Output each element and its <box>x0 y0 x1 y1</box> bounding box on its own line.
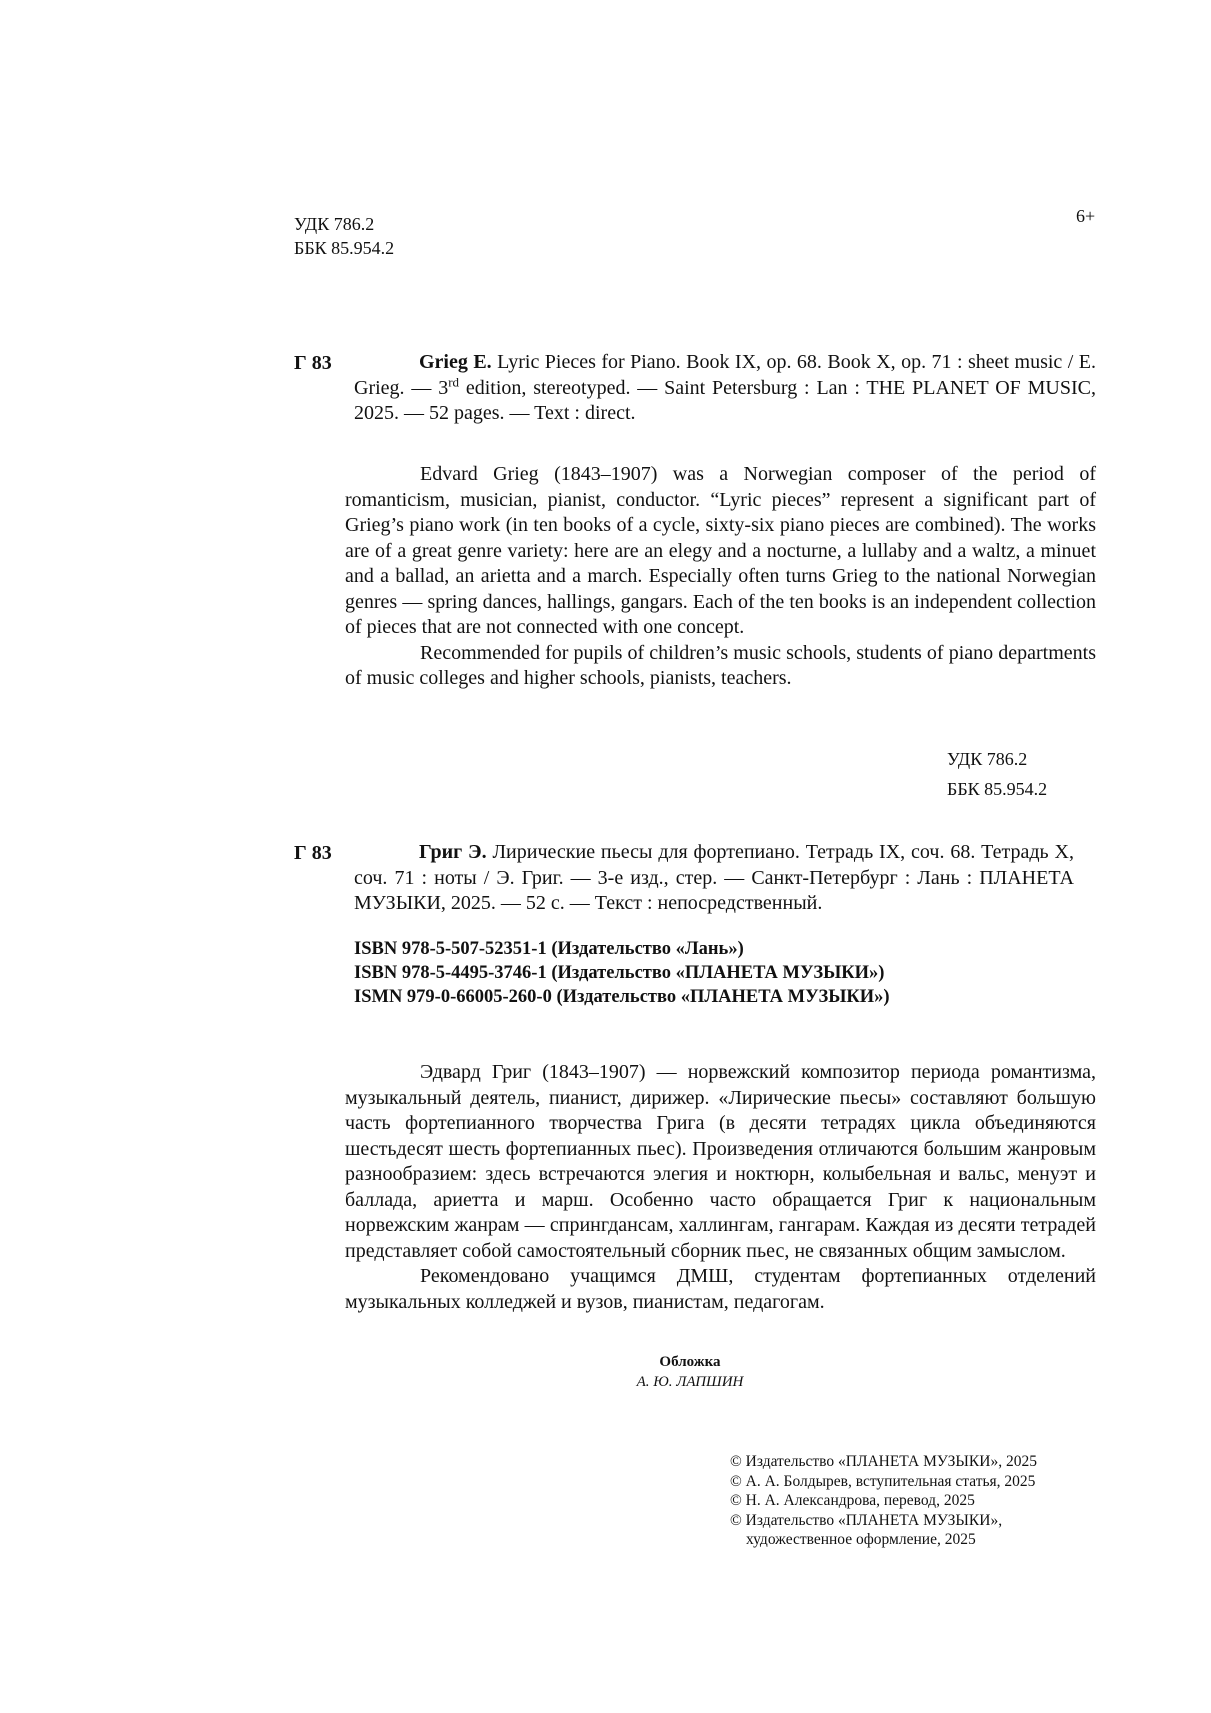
isbn-planeta: ISBN 978-5-4495-3746-1 (Издательство «ПЛАНЕТА МУЗЫКИ») <box>354 963 885 983</box>
author-mark-ru: Г 83 <box>294 842 332 864</box>
bbk-code: ББК 85.954.2 <box>294 238 395 258</box>
entry-text-ru: Лирические пьесы для фортепиано. Тетрадь IX, соч. 68. Тетрадь X, соч. 71 : ноты / Э. Григ. — 3-е изд., стер. — Санкт-Петербург : Лань : ПЛАНЕТА МУЗЫКИ, 2025. — 52 с. — Текст : непосредственный. <box>354 841 1074 914</box>
cover-designer: А. Ю. ЛАПШИН <box>636 1374 744 1390</box>
udk-code-mid: УДК 786.2 <box>947 749 1028 769</box>
entry-superscript-en: rd <box>448 373 460 389</box>
annotation-en <box>345 462 1096 692</box>
annotation-en-paragraph-2: Recommended for pupils of children’s music schools, students of piano departments of music colleges and higher schools, pianists, teachers. <box>345 641 1096 689</box>
entry-author-en: Grieg E. <box>419 351 492 373</box>
bibliographic-entry-ru <box>354 840 1074 917</box>
copyright-line: художественное оформление, 2025 <box>746 1531 976 1548</box>
annotation-en-paragraph-1: Edvard Grieg (1843–1907) was a Norwegian composer of the period of romanticism, musician, pianist, conductor. “Lyric pieces” represent a significant part of Grieg’s piano work (in ten books of a cycle, sixty-six piano pieces are combined). The works are of a great genre variety: here are an elegy and a nocturne, a lullaby and a waltz, a minuet and a ballad, an arietta and a march. Especially often turns Grieg to the national Norwegian genres — spring dances, hallings, gangars. Each of the ten books is an independent collection of pieces that are not connected with one concept. <box>345 463 1096 638</box>
entry-author-ru: Григ Э. <box>419 841 487 863</box>
isbn-lan: ISBN 978-5-507-52351-1 (Издательство «Лань») <box>354 939 744 959</box>
age-rating: 6+ <box>1076 206 1096 226</box>
entry-text-en-rest: edition, stereotyped. — Saint Petersburg : Lan : THE PLANET OF MUSIC, 2025. — 52 pages. — Text : direct. <box>354 376 1096 424</box>
copyright-block <box>730 1452 1037 1550</box>
annotation-ru <box>345 1060 1096 1315</box>
ismn-planeta: ISMN 979-0-66005-260-0 (Издательство «ПЛАНЕТА МУЗЫКИ») <box>354 987 890 1007</box>
copyright-line: © Издательство «ПЛАНЕТА МУЗЫКИ», <box>730 1511 1003 1529</box>
cover-credit <box>560 1352 820 1392</box>
copyright-line: © Н. А. Александрова, перевод, 2025 <box>730 1492 975 1509</box>
isbn-block <box>354 937 890 1009</box>
classification-header <box>294 212 394 260</box>
author-mark-en: Г 83 <box>294 352 332 374</box>
classification-mid <box>947 744 1047 804</box>
bbk-code-mid: ББК 85.954.2 <box>947 779 1048 799</box>
bibliographic-entry-en <box>354 350 1096 427</box>
copyright-line: © А. А. Болдырев, вступительная статья, 2025 <box>730 1472 1036 1490</box>
entry-text-en: Lyric Pieces for Piano. Book IX, op. 68. Book X, op. 71 : sheet music / E. Grieg. — 3 <box>354 351 1096 399</box>
annotation-ru-paragraph-1: Эдвард Григ (1843–1907) — норвежский композитор периода романтизма, музыкальный деятель, пианист, дирижер. «Лирические пьесы» составляют большую часть фортепианного творчества Грига (в десяти тетрадях цикла объединяются шестьдесят шесть фортепианных пьес). Произведения отличаются большим жанровым разнообразием: здесь встречаются элегия и ноктюрн, колыбельная и вальс, менуэт и баллада, ариетта и марш. Особенно часто обращается Григ к национальным норвежским жанрам — спрингдансам, халлингам, гангарам. Каждая из десяти тетрадей представляет собой самостоятельный сборник пьес, не связанных общим замыслом. <box>345 1061 1096 1262</box>
cover-title: Обложка <box>659 1354 721 1370</box>
copyright-line: © Издательство «ПЛАНЕТА МУЗЫКИ», 2025 <box>730 1453 1037 1470</box>
udk-code: УДК 786.2 <box>294 214 375 234</box>
annotation-ru-paragraph-2: Рекомендовано учащимся ДМШ, студентам фортепианных отделений музыкальных колледжей и вузов, пианистам, педагогам. <box>345 1265 1096 1313</box>
